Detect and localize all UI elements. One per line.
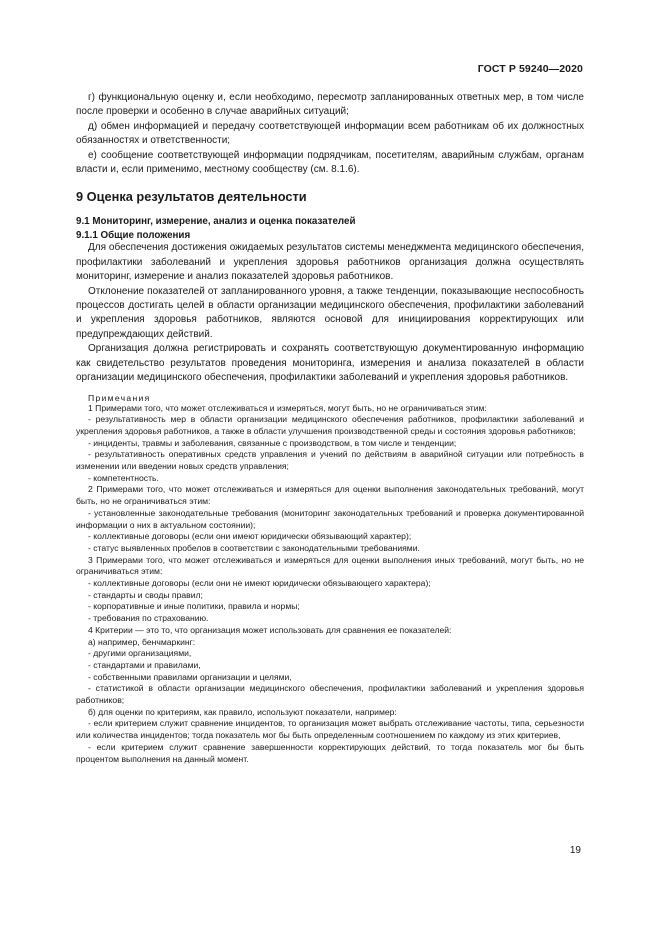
note-line: - коллективные договоры (если они не имеют юридически обязывающего характера); xyxy=(88,578,431,589)
subsubsection-title: 9.1.1 Общие положения xyxy=(76,230,191,242)
note-line: - инциденты, травмы и заболевания, связанные с производством, в том числе и тенденции; xyxy=(88,437,457,448)
note-line: б) для оценки по критериям, как правило, используют показатели, например: xyxy=(88,706,397,717)
note-line: - стандартами и правилами, xyxy=(88,659,201,670)
note-line: - компетентность. xyxy=(88,472,159,483)
note-line: - результативность мер в области организации медицинского обеспечения работников, профилактики заболеваний и укрепления здоровья работников, а также в области улучшения производственной среды и состояния здоровья работников; xyxy=(76,414,584,436)
note-line: - установленные законодательные требования (мониторинг законодательных требований и проверка документированной информации о них в актуальном состоянии); xyxy=(76,507,584,530)
document-header: ГОСТ Р 59240—2020 xyxy=(477,63,583,75)
note-line: - собственными правилами организации и целями, xyxy=(88,671,292,682)
section-title: 9 Оценка результатов деятельности xyxy=(76,189,307,205)
note-line: - результативность оперативных средств управления и учений по действиям в аварийной ситуации или потребность в изменении или введении новых средств управления; xyxy=(76,449,584,472)
paragraph: Организация должна регистрировать и сохранять соответствующую документированную информацию как свидетельство результатов проведения мониторинга, измерения и анализа показателей в области организации медицинского обеспечения, профилактики заболеваний и укрепления здоровья работников. xyxy=(76,343,584,384)
note-line: - требования по страхованию. xyxy=(88,613,209,624)
note-line: 2 Примерами того, что может отслеживаться и измеряться для оценки выполнения законодательных требований, могут быть, но не ограничиваться этим: xyxy=(76,484,584,507)
note-line: - другими организациями, xyxy=(88,648,192,659)
note-line: 3 Примерами того, что может отслеживаться и измеряться для оценки выполнения иных требований, могут быть, но не ограничиваться этим: xyxy=(76,554,584,577)
list-item-d: д) обмен информацией и передачу соответствующей информации всем работникам об их должностных обязанностях и ответственности; xyxy=(76,120,584,147)
note-line: - статистикой в области организации медицинского обеспечения, профилактики заболеваний и укрепления здоровья работников; xyxy=(76,683,584,706)
note-line: - если критерием служит сравнение завершенности корректирующих действий, то тогда показатель мог бы быть процентом выполнения на данный момент. xyxy=(76,741,584,764)
paragraph: Для обеспечения достижения ожидаемых результатов системы менеджмента медицинского обеспечения, профилактики заболеваний и укрепления здоровья работников организация должна осуществлять мониторинг, измерение и анализ показателей здоровья работников. xyxy=(76,242,584,283)
list-item-g: г) функциональную оценку и, если необходимо, пересмотр запланированных ответных мер, в том числе после проверки и особенно в случае аварийных ситуаций; xyxy=(76,92,584,118)
page-content xyxy=(76,91,584,765)
notes-title: Примечания xyxy=(88,392,151,403)
list-item-e: е) сообщение соответствующей информации подрядчикам, посетителям, аварийным службам, органам власти и, если применимо, местному сообществу (см. 8.1.6). xyxy=(76,149,584,176)
note-line: - коллективные договоры (если они имеют юридически обязывающий характер); xyxy=(88,531,412,542)
page-number: 19 xyxy=(569,845,581,856)
note-line: 1 Примерами того, что может отслеживаться и измеряться, могут быть, но не ограничиваться этим: xyxy=(88,402,487,413)
paragraph: Отклонение показателей от запланированного уровня, а также тенденции, показывающие неспособность процессов достигать целей в области организации медицинского обеспечения, профилактики заболеваний и укрепления здоровья работников, являются основой для инициирования корректирующих или предупреждающих действий. xyxy=(76,285,584,340)
note-line: - если критерием служит сравнение инцидентов, то организация может выбрать отслеживание частоты, типа, серьезности или количества инцидентов; тогда показатель мог бы быть определенным соотношением по каждому из этих критериев, xyxy=(76,718,584,741)
note-line: 4 Критерии — это то, что организация может использовать для сравнения ее показателей: xyxy=(88,624,452,635)
note-line: а) например, бенчмаркинг: xyxy=(88,636,196,647)
note-line: - стандарты и своды правил; xyxy=(88,589,203,600)
note-line: - корпоративные и иные политики, правила и нормы; xyxy=(88,601,300,612)
note-line: - статус выявленных пробелов в соответствии с законодательными требованиями. xyxy=(88,542,420,553)
subsection-title: 9.1 Мониторинг, измерение, анализ и оценка показателей xyxy=(76,216,356,228)
